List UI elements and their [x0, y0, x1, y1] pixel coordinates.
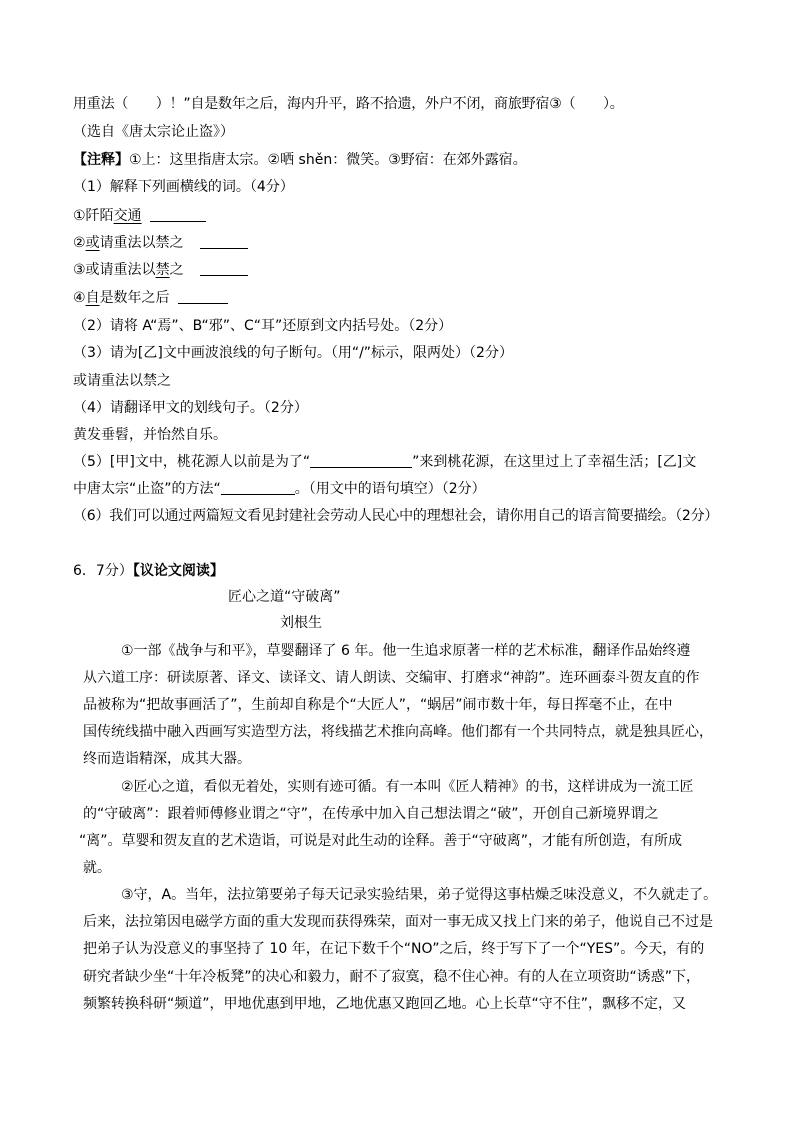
paragraph-3-line: 频繁转换科研“频道”，甲地优惠到甲地，乙地优惠又跑回乙地。心上长草“守不住”，飘移不定，又: [83, 996, 687, 1012]
paragraph-3-line: 研究者缺少坐“十年冷板凳”的决心和毅力，耐不了寂寞，稳不住心神。有的人在立项资助“诱惑”下，: [83, 969, 701, 985]
q1-item-3-answer-blank[interactable]: [200, 261, 248, 276]
passage-source: （选自《唐太宗论止盗》）: [73, 124, 234, 140]
paragraph-3-line: ③守，A。当年，法拉第要弟子每天记录实验结果，弟子觉得这事枯燥乏味没意义，不久就走了。: [121, 887, 718, 903]
paragraph-1-line: 品被称为“把故事画活了”，生前却自称是个“大匠人”，“蜗居”闹市数十年，每日挥毫不止，在中: [83, 697, 673, 713]
q6-score: 6．7分）: [73, 563, 133, 579]
paragraph-3-line: 把弟子认为没意义的事坚持了 10 年，在记下数千个“NO”之后，终于写下了一个“YES”。今天，有的: [83, 941, 705, 957]
q1-item-2-word: 或: [85, 235, 100, 251]
q5-part-b: ”来到桃花源，在这里过上了幸福生活；[乙]文: [412, 454, 697, 470]
q1-item-1-prefix: ①阡陌: [73, 208, 114, 224]
q5-part-a: （5）[甲]文中，桃花源人以前是为了“: [73, 454, 311, 470]
q1-item-2-rest: 请重法以禁之: [99, 235, 184, 251]
question-5-line-1: [73, 452, 696, 472]
q1-item-3-prefix: ③或请重法以: [73, 262, 156, 278]
paragraph-2-line: 就。: [83, 860, 111, 876]
paragraph-1-line: 终而造诣精深，成其大器。: [83, 751, 251, 767]
paragraph-1-line: 从六道工序：研读原著、译文、读译文、请人朗读、交编审、打磨求“神韵”。连环画泰斗贺友直的作: [83, 670, 700, 686]
q6-header: [73, 561, 224, 581]
q6-section-label: 【议论文阅读】: [132, 563, 224, 579]
essay-author: 刘根生: [280, 615, 322, 631]
paragraph-1-line: 国传统线描中融入西画写实造型方法，将线描艺术推向高峰。他们都有一个共同特点，就是独具匠心，: [83, 724, 713, 740]
question-4: （4）请翻译甲文的划线句子。（2分）: [73, 400, 308, 416]
question-5-line-2: [73, 479, 486, 499]
q1-item-3-rest: 之: [169, 262, 184, 278]
question-2: （2）请将 A“焉”、B“邪”、C“耳”还原到文内括号处。（2分）: [73, 318, 453, 334]
q1-item-4-answer-blank[interactable]: [178, 289, 228, 304]
paragraph-1-line: ①一部《战争与和平》，草婴翻译了 6 年。他一生追求原著一样的艺术标准，翻译作品始终遵: [121, 643, 691, 659]
annotation-line: [73, 150, 527, 170]
q1-item-4-word: 自: [85, 290, 100, 306]
q1-item-1: [73, 206, 206, 226]
question-3: （3）请为[乙]文中画波浪线的句子断句。（用“/”标示，限两处）（2分）: [73, 345, 513, 361]
passage-line-ending: 用重法（ ）！”自是数年之后，海内升平，路不拾遗，外户不闭，商旅野宿③（ ）。: [73, 96, 624, 112]
q1-item-2: [73, 233, 248, 253]
paragraph-2-line: ②匠心之道，看似无着处，实则有迹可循。有一本叫《匠人精神》的书，这样讲成为一流工匠: [121, 779, 694, 795]
q1-item-1-answer-blank[interactable]: [150, 207, 206, 222]
q1-item-1-word: 交通: [113, 208, 142, 224]
annotation-label: 【注释】: [73, 152, 129, 168]
q1-item-2-answer-blank[interactable]: [200, 234, 248, 249]
q1-item-3: [73, 260, 248, 280]
question-1: （1）解释下列画横线的词。（4分）: [73, 179, 294, 195]
q5-part-c: 中唐太宗“止盗”的方法“: [73, 481, 221, 497]
paragraph-2-line: “离”。草婴和贺友直的艺术造诣，可说是对此生动的诠释。善于“守破离”，才能有所创造，有所成: [79, 833, 683, 849]
paragraph-3-line: 后来，法拉第因电磁学方面的重大发现而获得殊荣，面对一事无成又找上门来的弟子，他说自己不过是: [83, 914, 713, 930]
annotation-text: ①上：这里指唐太宗。②哂 shěn：微笑。③野宿：在郊外露宿。: [129, 152, 527, 168]
q5-answer-blank-2[interactable]: [221, 480, 295, 495]
question-6: （6）我们可以通过两篇短文看见封建社会劳动人民心中的理想社会，请你用自己的语言简要描绘。（2分）: [73, 508, 719, 524]
q1-item-4-num: ④: [73, 290, 86, 306]
question-4-sentence: 黄发垂髫，并怡然自乐。: [73, 427, 227, 443]
q1-item-4-rest: 是数年之后: [99, 290, 170, 306]
q1-item-4: [73, 288, 228, 308]
q1-item-3-word: 禁: [155, 262, 170, 278]
essay-title: 匠心之道“守破离”: [228, 589, 341, 605]
q5-part-d: 。（用文中的语句填空）（2分）: [294, 481, 486, 497]
paragraph-2-line: 的“守破离”：跟着师傅修业谓之“守”，在传承中加入自己想法谓之“破”，开创自己新境界谓之: [83, 806, 659, 822]
q1-item-2-num: ②: [73, 235, 86, 251]
q5-answer-blank-1[interactable]: [310, 453, 412, 468]
question-3-sentence: 或请重法以禁之: [73, 373, 171, 389]
